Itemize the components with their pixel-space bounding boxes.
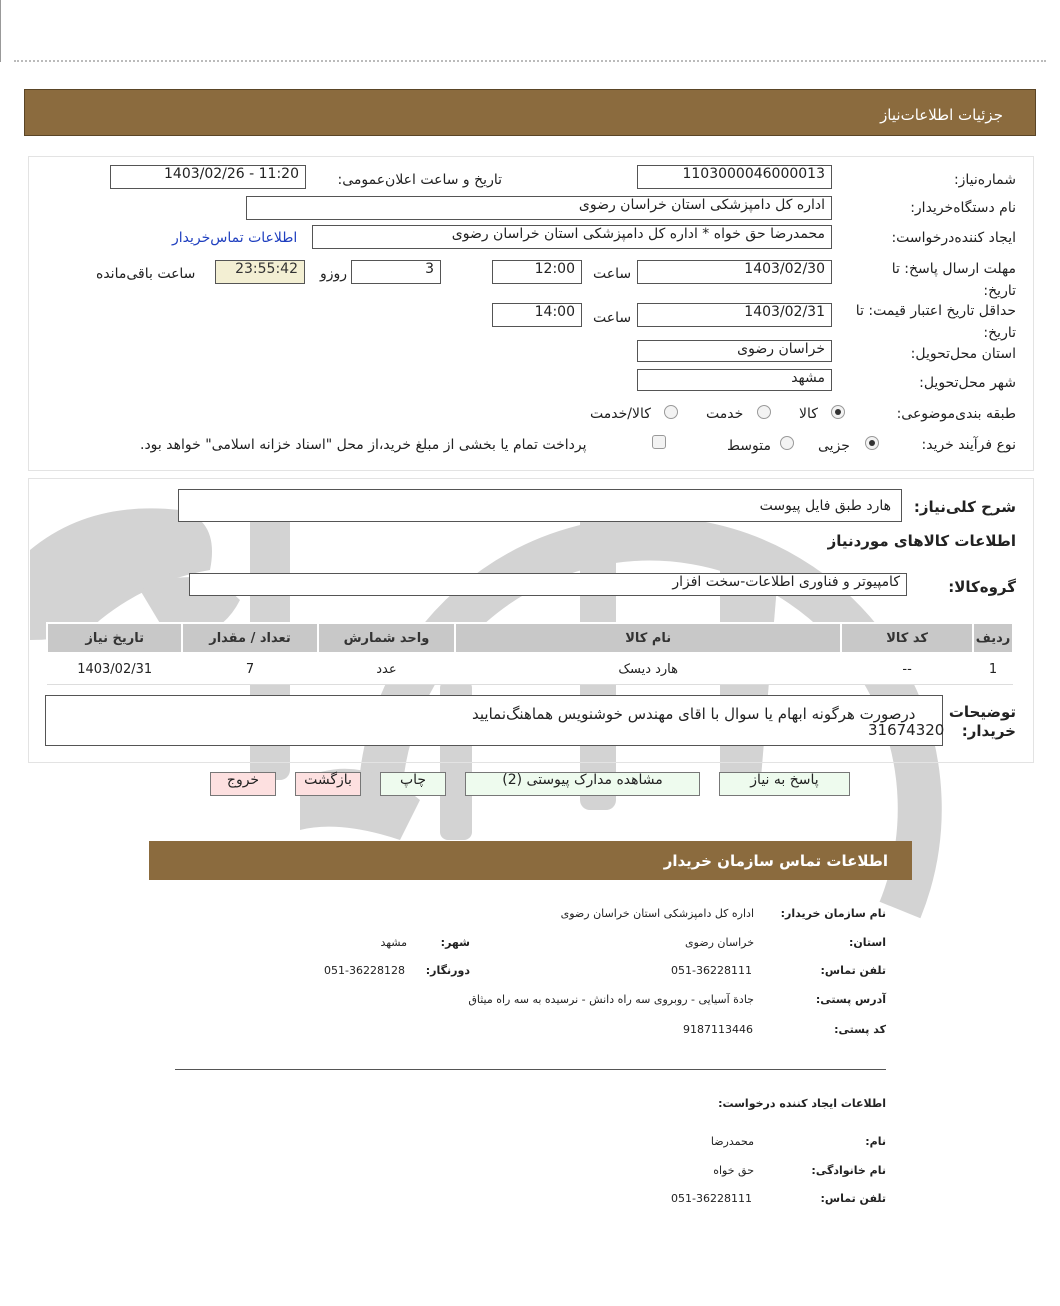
general-desc-field: هارد طبق فایل پیوست — [178, 489, 902, 522]
col-date: تاریخ نیاز — [47, 623, 182, 653]
province-field: خراسان رضوی — [637, 340, 832, 362]
top-border-left — [0, 0, 1, 62]
back-button[interactable]: بازگشت — [295, 772, 361, 796]
creator-name-value: محمدرضا — [710, 1135, 754, 1148]
contact-province-label: استان: — [849, 936, 886, 949]
creator-family-value: حق خواه — [713, 1164, 754, 1177]
goods-section-title: اطلاعات کالاهای موردنیاز — [827, 532, 1016, 550]
exit-button[interactable]: خروج — [210, 772, 276, 796]
contact-fax-label: دورنگار: — [425, 964, 470, 977]
goods-table — [46, 622, 1014, 685]
contact-city-value: مشهد — [380, 936, 407, 949]
category-option-both: کالا/خدمت — [590, 406, 651, 422]
contact-divider — [175, 1069, 886, 1070]
goods-group-field: کامپیوتر و فناوری اطلاعات-سخت افزار — [189, 573, 907, 596]
creator-phone-label: تلفن تماس: — [820, 1192, 886, 1205]
category-label: طبقه بندی‌موضوعی: — [896, 406, 1016, 422]
category-option-service: خدمت — [706, 406, 744, 422]
category-option-goods: کالا — [799, 406, 818, 422]
remaining-label: ساعت باقی‌مانده — [96, 266, 196, 282]
contact-postal-value: 9187113446 — [683, 1023, 753, 1036]
contact-fax-value: 051-36228128 — [324, 964, 405, 977]
creator-family-label: نام خانوادگی: — [811, 1164, 886, 1177]
view-documents-button[interactable]: مشاهده مدارک پیوستی (2) — [465, 772, 700, 796]
days-label: روزو — [320, 266, 348, 282]
page-title: جزئیات اطلاعات‌نیاز — [880, 106, 1003, 124]
deadline-time-label: ساعت — [593, 266, 632, 282]
category-radio-service[interactable] — [757, 405, 771, 419]
buyer-org-label: نام دستگاه‌خریدار: — [910, 200, 1016, 216]
contact-phone-label: تلفن تماس: — [820, 964, 886, 977]
top-dotted-line — [14, 60, 1046, 62]
deadline-days-field: 3 — [351, 260, 441, 284]
buyer-notes-line2: 31674320 — [868, 721, 945, 739]
creator-phone-value: 051-36228111 — [671, 1192, 752, 1205]
contact-org-label: نام سازمان خریدار: — [780, 907, 886, 920]
contact-province-value: خراسان رضوی — [684, 936, 754, 949]
buyer-org-field: اداره کل دامپزشکی استان خراسان رضوی — [246, 196, 832, 220]
validity-time-field: 14:00 — [492, 303, 582, 327]
process-radio-minor[interactable] — [865, 436, 879, 450]
city-label: شهر محل‌تحویل: — [919, 375, 1016, 391]
col-unit: واحد شمارش — [318, 623, 456, 653]
cell-code: -- — [841, 653, 973, 685]
buyer-contact-link[interactable]: اطلاعات تماس‌خریدار — [172, 230, 298, 246]
validity-date-field: 1403/02/31 — [637, 303, 832, 327]
process-label: نوع فرآیند خرید: — [921, 437, 1016, 453]
process-option-minor: جزیی — [818, 438, 850, 454]
deadline-time-field: 12:00 — [492, 260, 582, 284]
cell-name: هارد دیسک — [455, 653, 841, 685]
goods-table-header — [47, 623, 1013, 653]
category-radio-goods[interactable] — [831, 405, 845, 419]
reply-button[interactable]: پاسخ به نیاز — [719, 772, 850, 796]
treasury-checkbox[interactable] — [652, 435, 666, 449]
validity-label: حداقل تاریخ اعتبار قیمت: تا تاریخ: — [855, 303, 1016, 341]
contact-address-label: آدرس پستی: — [815, 993, 886, 1006]
contact-org-value: اداره کل دامپزشکی استان خراسان رضوی — [560, 907, 754, 920]
need-number-label: شماره‌نیاز: — [953, 172, 1016, 188]
remaining-time-field: 23:55:42 — [215, 260, 305, 284]
table-row — [47, 653, 1013, 685]
validity-time-label: ساعت — [593, 310, 632, 326]
cell-qty: 7 — [182, 653, 317, 685]
page-header — [24, 89, 1036, 136]
col-name: نام کالا — [455, 623, 841, 653]
province-label: استان محل‌تحویل: — [910, 346, 1016, 362]
goods-group-label: گروه‌کالا: — [948, 578, 1016, 596]
col-code: کد کالا — [841, 623, 973, 653]
deadline-date-field: 1403/02/30 — [637, 260, 832, 284]
general-desc-label: شرح کلی‌نیاز: — [913, 498, 1016, 516]
need-number-field: 1103000046000013 — [637, 165, 832, 189]
print-button[interactable]: چاپ — [380, 772, 446, 796]
process-option-medium: متوسط — [727, 438, 771, 454]
buyer-notes-line1: درصورت هرگونه ابهام یا سوال با اقای مهندس خوشنویس هماهنگ‌نمایید — [472, 705, 916, 723]
contact-city-label: شهر: — [440, 936, 470, 949]
creator-label: ایجاد کننده‌درخواست: — [891, 230, 1016, 246]
contact-header — [149, 841, 912, 880]
creator-field: محمدرضا حق خواه * اداره کل دامپزشکی استان خراسان رضوی — [312, 225, 832, 249]
contact-title: اطلاعات تماس سازمان خریدار — [663, 852, 888, 870]
creator-name-label: نام: — [865, 1135, 886, 1148]
creator-info-title: اطلاعات ایجاد کننده درخواست: — [718, 1097, 886, 1110]
process-radio-medium[interactable] — [780, 436, 794, 450]
category-radio-both[interactable] — [664, 405, 678, 419]
contact-postal-label: کد پستی: — [834, 1023, 886, 1036]
contact-address-value: جادة آسیایی - روبروی سه راه دانش - نرسیده به سه راه میثاق — [468, 993, 754, 1006]
cell-date: 1403/02/31 — [47, 653, 182, 685]
contact-phone-value: 051-36228111 — [671, 964, 752, 977]
buyer-notes-label: توضیحات خریدار: — [948, 703, 1016, 740]
cell-unit: عدد — [318, 653, 456, 685]
announce-field: 1403/02/26 - 11:20 — [110, 165, 306, 189]
cell-row: 1 — [973, 653, 1013, 685]
col-row: ردیف — [973, 623, 1013, 653]
col-qty: تعداد / مقدار — [182, 623, 317, 653]
treasury-checkbox-text: پرداخت تمام یا بخشی از مبلغ خرید،از محل "اسناد خزانه اسلامی" خواهد بود. — [140, 437, 587, 453]
city-field: مشهد — [637, 369, 832, 391]
announce-label: تاریخ و ساعت اعلان‌عمومی: — [337, 172, 502, 188]
deadline-label: مهلت ارسال پاسخ: تا تاریخ: — [891, 261, 1016, 299]
